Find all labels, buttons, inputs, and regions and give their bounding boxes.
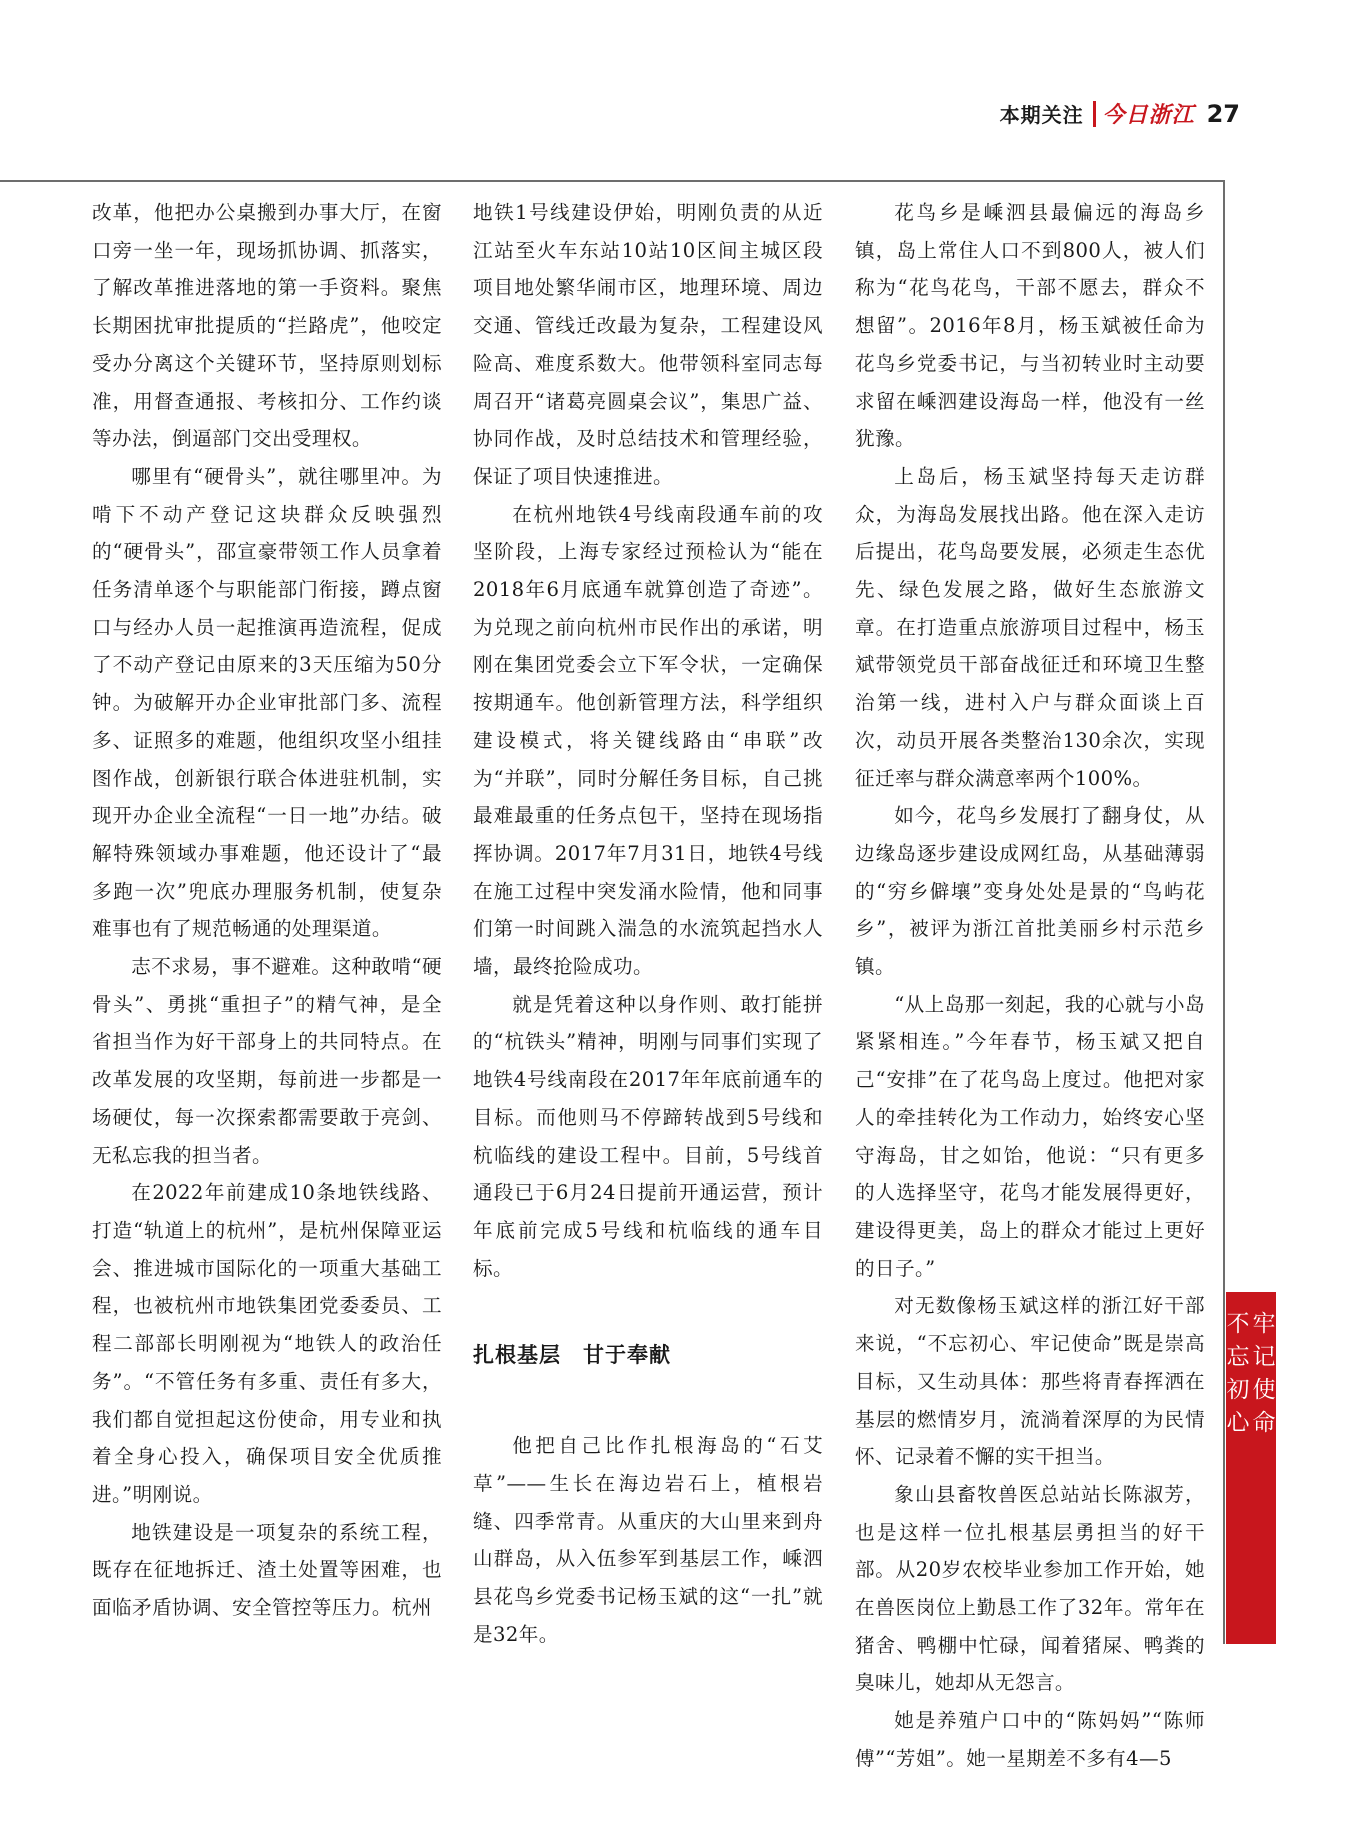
paragraph: 地铁1号线建设伊始，明刚负责的从近江站至火车东站10站10区间主城区段项目地处繁华闹市区，地理环境、周边交通、管线迁改最为复杂，工程建设风险高、难度系数大。他带领科室同志每周召开“诸葛亮圆桌会议”，集思广益、协同作战，及时总结技术和管理经验，保证了项目快速推进。	[473, 201, 823, 488]
column-2	[473, 194, 823, 1653]
side-tab-line-2: 牢记使命	[1252, 1311, 1276, 1436]
paragraph: 对无数像杨玉斌这样的浙江好干部来说，“不忘初心、牢记使命”既是崇高目标，又生动具体：那些将青春挥洒在基层的燃情岁月，流淌着深厚的为民情怀、记录着不懈的实干担当。	[855, 1294, 1205, 1469]
paragraph: 如今，花鸟乡发展打了翻身仗，从边缘岛逐步建设成网红岛，从基础薄弱的“穷乡僻壤”变身处处是景的“鸟屿花乡”，被评为浙江首批美丽乡村示范乡镇。	[855, 804, 1205, 979]
magazine-logo: 今日浙江	[1102, 103, 1195, 128]
page-number: 27	[1206, 99, 1240, 128]
paragraph: 他把自己比作扎根海岛的“石艾草”——生长在海边岩石上，植根岩缝、四季常青。从重庆的大山里来到舟山群岛，从入伍参军到基层工作，嵊泗县花鸟乡党委书记杨玉斌的这“一扎”就是32年。	[473, 1434, 823, 1646]
side-tab	[1226, 1292, 1276, 1644]
column-1	[92, 194, 442, 1627]
section-heading: 扎根基层 甘于奉献	[473, 1343, 671, 1368]
page-header	[1000, 98, 1240, 129]
paragraph: 象山县畜牧兽医总站站长陈淑芳，也是这样一位扎根基层勇担当的好干部。从20岁农校毕业参加工作开始，她在兽医岗位上勤恳工作了32年。常年在猪舍、鸭棚中忙碌，闻着猪屎、鸭粪的臭味儿，她却从无怨言。	[855, 1482, 1205, 1695]
paragraph: 在杭州地铁4号线南段通车前的攻坚阶段，上海专家经过预检认为“能在2018年6月底通车就算创造了奇迹”。为兑现之前向杭州市民作出的承诺，明刚在集团党委会立下军令状，一定确保按期通车。他创新管理方法，科学组织建设模式，将关键线路由“串联”改为“并联”，同时分解任务目标，自己挑最难最重的任务点包干，坚持在现场指挥协调。2017年7月31日，地铁4号线在施工过程中突发涌水险情，他和同事们第一时间跳入湍急的水流筑起挡水人墙，最终抢险成功。	[473, 502, 823, 979]
paragraph: 改革，他把办公桌搬到办事大厅，在窗口旁一坐一年，现场抓协调、抓落实，了解改革推进落地的第一手资料。聚焦长期困扰审批提质的“拦路虎”，他咬定受办分离这个关键环节，坚持原则划标准，用督查通报、考核扣分、工作约谈等办法，倒逼部门交出受理权。	[92, 201, 442, 451]
paragraph: 志不求易，事不避难。这种敢啃“硬骨头”、勇挑“重担子”的精气神，是全省担当作为好干部身上的共同特点。在改革发展的攻坚期，每前进一步都是一场硬仗，每一次探索都需要敢于亮剑、无私忘我的担当者。	[92, 955, 442, 1167]
paragraph: 就是凭着这种以身作则、敢打能拼的“杭铁头”精神，明刚与同事们实现了地铁4号线南段在2017年年底前通车的目标。而他则马不停蹄转战到5号线和杭临线的建设工程中。目前，5号线首通段已于6月24日提前开通运营，预计年底前完成5号线和杭临线的通车目标。	[473, 992, 823, 1280]
right-rule	[1223, 180, 1225, 1644]
paragraph: “从上岛那一刻起，我的心就与小岛紧紧相连。”今年春节，杨玉斌又把自己“安排”在了花鸟岛上度过。他把对家人的牵挂转化为工作动力，始终安心坚守海岛，甘之如饴，他说：“只有更多的人选择坚守，花鸟才能发展得更好，建设得更美，岛上的群众才能过上更好的日子。”	[855, 992, 1205, 1280]
paragraph: 在2022年前建成10条地铁线路、打造“轨道上的杭州”，是杭州保障亚运会、推进城市国际化的一项重大基础工程，也被杭州市地铁集团党委委员、工程二部部长明刚视为“地铁人的政治任务”。“不管任务有多重、责任有多大，我们都自觉担起这份使命，用专业和执着全身心投入，确保项目安全优质推进。”明刚说。	[92, 1181, 442, 1506]
top-rule	[0, 180, 1225, 182]
paragraph: 哪里有“硬骨头”，就往哪里冲。为啃下不动产登记这块群众反映强烈的“硬骨头”，邵宣豪带领工作人员拿着任务清单逐个与职能部门衔接，蹲点窗口与经办人员一起推演再造流程，促成了不动产登记由原来的3天压缩为50分钟。为破解开办企业审批部门多、流程多、证照多的难题，他组织攻坚小组挂图作战，创新银行联合体进驻机制，实现开办企业全流程“一日一地”办结。破解特殊领域办事难题，他还设计了“最多跑一次”兜底办理服务机制，使复杂难事也有了规范畅通的处理渠道。	[92, 464, 442, 941]
side-tab-line-1: 不忘初心	[1226, 1311, 1250, 1436]
paragraph: 上岛后，杨玉斌坚持每天走访群众，为海岛发展找出路。他在深入走访后提出，花鸟岛要发展，必须走生态优先、绿色发展之路，做好生态旅游文章。在打造重点旅游项目过程中，杨玉斌带领党员干部奋战征迁和环境卫生整治第一线，进村入户与群众面谈上百次，动员开展各类整治130余次，实现征迁率与群众满意率两个100%。	[855, 464, 1205, 790]
paragraph: 地铁建设是一项复杂的系统工程，既存在征地拆迁、渣土处置等困难，也面临矛盾协调、安全管控等压力。杭州	[92, 1520, 442, 1620]
section-label: 本期关注	[999, 103, 1084, 127]
header-separator	[1093, 101, 1096, 127]
paragraph: 花鸟乡是嵊泗县最偏远的海岛乡镇，岛上常住人口不到800人，被人们称为“花鸟花鸟，干部不愿去，群众不想留”。2016年8月，杨玉斌被任命为花鸟乡党委书记，与当初转业时主动要求留在嵊泗建设海岛一样，他没有一丝犹豫。	[855, 201, 1205, 451]
paragraph: 她是养殖户口中的“陈妈妈”“陈师傅”“芳姐”。她一星期差不多有4—5	[855, 1709, 1205, 1770]
column-3	[855, 194, 1205, 1778]
